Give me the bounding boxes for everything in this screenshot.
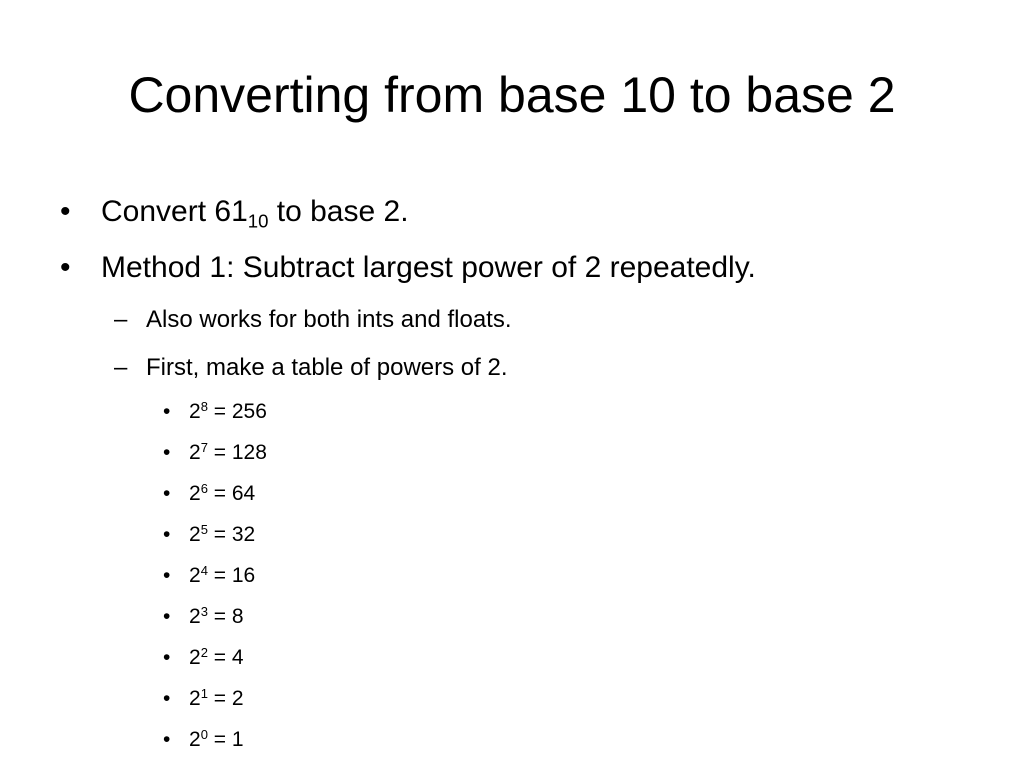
bullet-method: Method 1: Subtract largest power of 2 repeatedly.	[101, 251, 756, 284]
power-item: $2^3 = 8$	[189, 603, 244, 628]
power-item: $2^5 = 32$	[189, 521, 256, 546]
power-item: $2^7 = 128$	[189, 439, 267, 464]
bullet-marker: •	[163, 482, 171, 505]
exponent: 0	[200, 726, 208, 742]
power-item: $2^0 = 1$	[189, 726, 244, 751]
bullet-marker: •	[163, 646, 171, 669]
exponent: 2	[200, 644, 208, 660]
exponent: 5	[200, 521, 208, 537]
exponent: 6	[200, 480, 208, 496]
power-item: $2^2 = 4$	[189, 644, 244, 669]
bullet-convert-text: Convert 61	[101, 195, 248, 228]
bullet-marker: •	[163, 523, 171, 546]
base-subscript: 10	[247, 210, 269, 232]
bullet-marker: •	[163, 564, 171, 587]
subbullet-table: First, make a table of powers of 2.	[146, 354, 508, 381]
slide-title: Converting from base 10 to base 2	[128, 67, 896, 123]
bullet-marker: •	[163, 400, 171, 423]
bullet-convert	[101, 192, 409, 232]
exponent: 7	[200, 439, 208, 455]
bullet-marker: •	[163, 605, 171, 628]
bullet-marker: •	[163, 687, 171, 710]
bullet-marker: •	[163, 441, 171, 464]
power-item: $2^6 = 64$	[189, 480, 256, 505]
exponent: 3	[200, 603, 208, 619]
dash-marker: –	[114, 306, 128, 333]
bullet-marker: •	[60, 251, 71, 284]
exponent: 1	[200, 685, 208, 701]
power-item: $2^1 = 2$	[189, 685, 244, 710]
power-item: $2^8 = 256$	[189, 398, 267, 423]
dash-marker: –	[114, 354, 128, 381]
bullet-convert-tail: to base 2.	[268, 195, 409, 228]
subbullet-floats: Also works for both ints and floats.	[146, 306, 512, 333]
bullet-marker: •	[60, 195, 71, 228]
bullet-marker: •	[163, 728, 171, 751]
power-item: $2^4 = 16$	[189, 562, 256, 587]
exponent: 4	[200, 562, 208, 578]
exponent: 8	[200, 398, 208, 414]
